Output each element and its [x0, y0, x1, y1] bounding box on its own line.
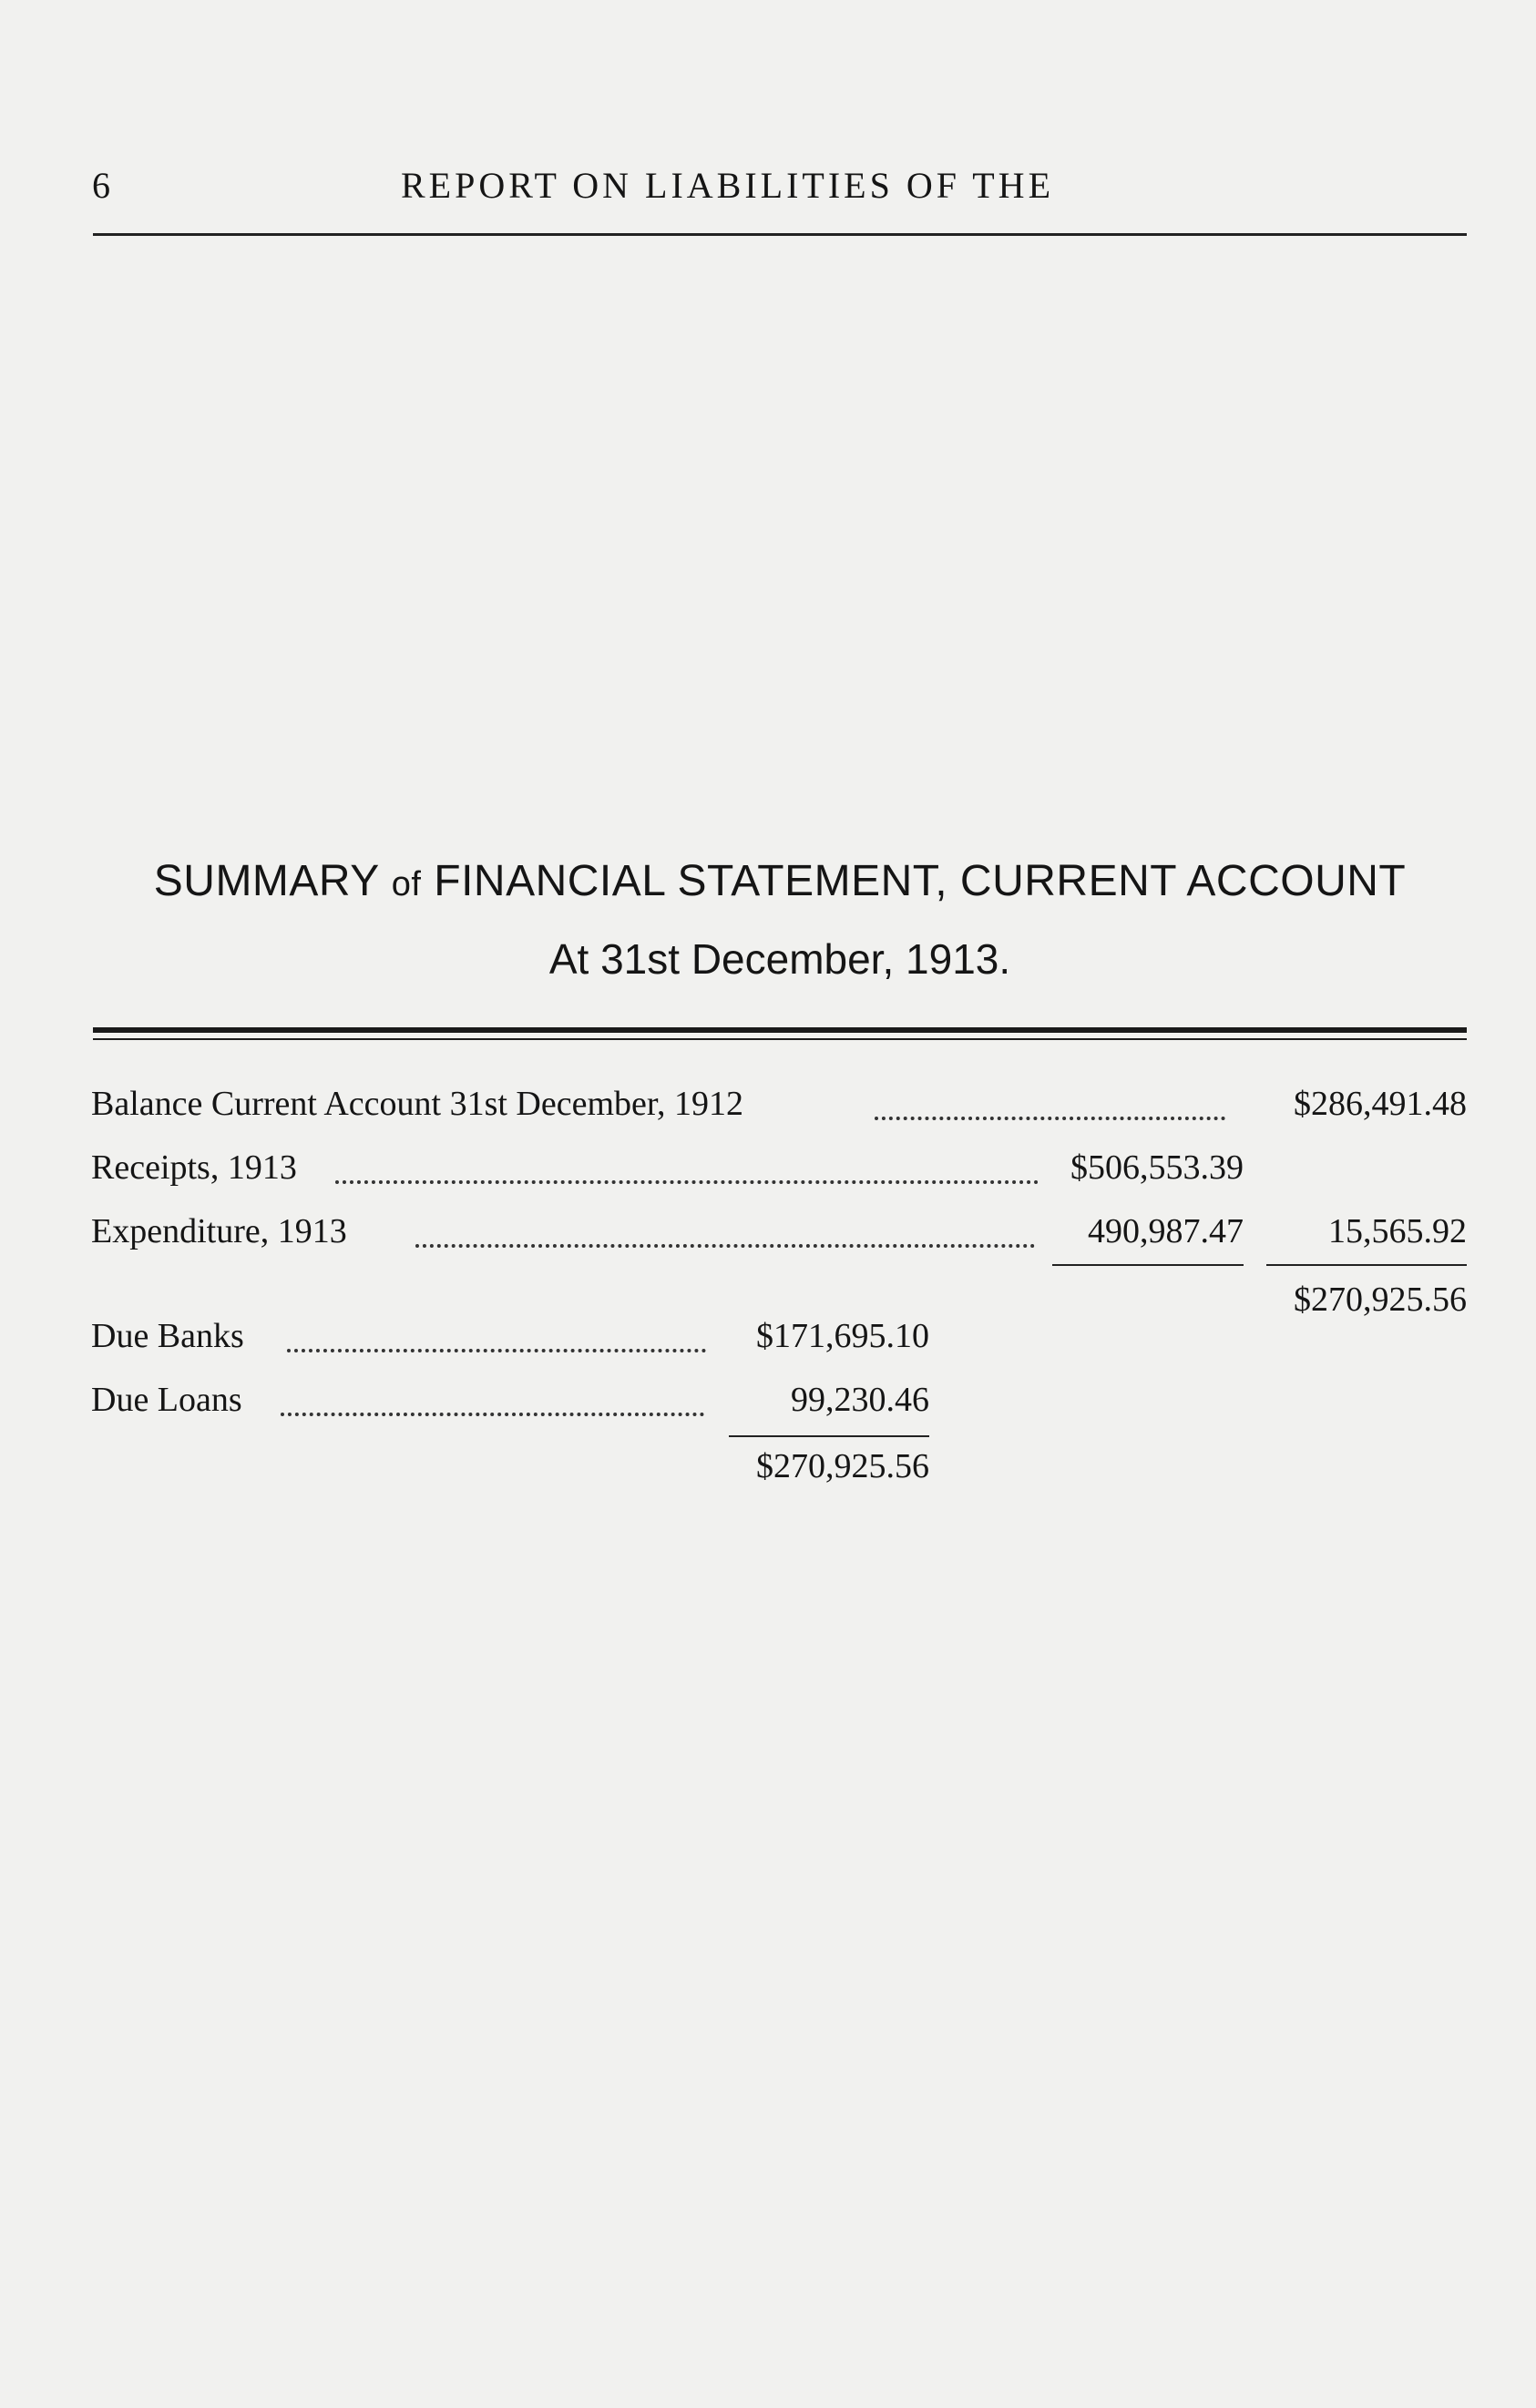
page-subtitle: At 31st December, 1913. — [548, 935, 1011, 983]
row-label: Balance Current Account 31st December, 1912 — [91, 1085, 744, 1123]
dues-total: $270,925.56 — [756, 1447, 929, 1485]
amount-mid: $506,553.39 — [1070, 1148, 1244, 1187]
page-title — [91, 856, 1469, 906]
title-summary: SUMMARY — [153, 857, 379, 905]
dues-amount: $171,695.10 — [756, 1317, 929, 1355]
row-label: Due Banks — [91, 1317, 244, 1355]
title-financial-statement: FINANCIAL STATEMENT, CURRENT ACCOUNT — [434, 857, 1407, 905]
row-label: Receipts, 1913 — [91, 1148, 297, 1187]
dues-amount: 99,230.46 — [791, 1381, 929, 1419]
title-of: of — [391, 865, 422, 903]
sum-rule-right — [1266, 1264, 1467, 1266]
dues-sum-rule — [729, 1435, 929, 1437]
amount-mid: 490,987.47 — [1088, 1212, 1244, 1250]
page-number: 6 — [92, 165, 111, 206]
amount-right: $286,491.48 — [1294, 1085, 1467, 1123]
row-label: Expenditure, 1913 — [91, 1212, 347, 1250]
running-head: REPORT ON LIABILITIES OF THE — [401, 165, 1054, 206]
dot-leader — [287, 1345, 706, 1352]
dot-leader — [335, 1177, 1039, 1184]
amount-right: 15,565.92 — [1328, 1212, 1467, 1250]
dot-leader — [415, 1240, 1035, 1248]
sum-rule-mid — [1052, 1264, 1244, 1266]
dot-leader — [281, 1409, 704, 1416]
title-double-rule — [93, 1027, 1467, 1040]
statement-total: $270,925.56 — [1294, 1281, 1467, 1319]
dot-leader — [875, 1113, 1225, 1120]
row-label: Due Loans — [91, 1381, 242, 1419]
head-rule — [93, 233, 1467, 236]
